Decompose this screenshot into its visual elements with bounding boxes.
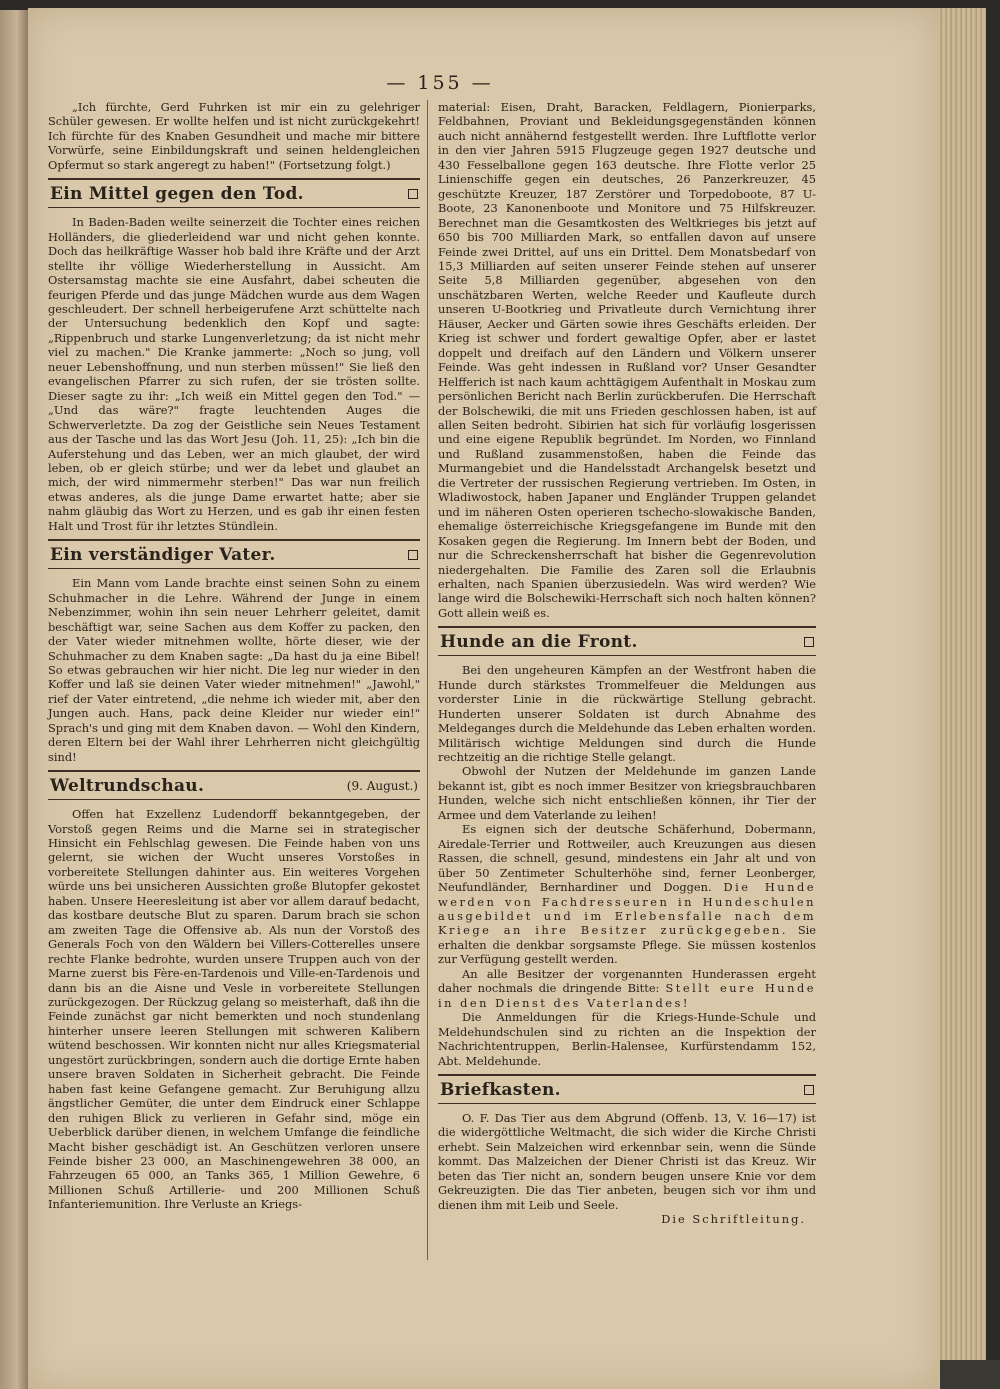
- letter-answer: O. F. Das Tier aus dem Abgrund (Offenb. 13, V. 16—17) ist die widergöttliche Weltmacht, die sich wider die Kirche Christi erhebt. Sein Malzeichen wird erkennbar sein, wenn die Sünde kommt. Das Malzeichen der Diener Christi ist das Kreuz. Wir beten das Tier nicht an, sondern beugen unsere Knie vor dem Gekreuzigten. Die das Tier anbeten, beugen sich vor ihm und dienen ihm mit Leib und Seele.: [438, 1111, 816, 1212]
- article-body: Offen hat Exzellenz Ludendorff bekanntgegeben, der Vorstoß gegen Reims und die Marne sei in strategischer Hinsicht ein Fehlschlag gewesen. Die Feinde haben von uns gelernt, sie wichen der Wucht unseres Vorstoßes in vorbereitete Stellungen dahinter aus. Ein weiteres Vorgehen würde uns bei unsicheren Aussichten große Blutopfer gekostet haben. Unsere Heeresleitung ist aber vor allem darauf bedacht, das kostbare deutsche Blut zu sparen. Darum brach sie schon am zweiten Tage die Offensive ab. Als nun der Vorstoß des Generals Foch von den Wäldern bei Villers-Cotterelles unsere rechte Flanke bedrohte, wurden unsere Truppen auch von der Marne zuerst bis Fère-en-Tardenois und Ville-en-Tardenois und dann bis an die Aisne und Vesle in vorbereitete Stellungen zurückgezogen. Der Rückzug gelang so meisterhaft, daß ihn die Feinde zunächst gar nicht bemerkten und noch stundenlang hinterher unsere leeren Stellungen mit schweren Kalibern wütend beschossen. Wir konnten nicht nur alles Kriegsmaterial ungestört zurückbringen, sondern auch die dortige Ernte haben unsere braven Soldaten in Sicherheit gebracht. Die Feinde haben fast keine Gefangene gemacht. Zur Beruhigung allzu ängstlicher Gemüter, die unter dem Eindruck einer Schlappe den ruhigen Blick zu verlieren in Gefahr sind, möge ein Ueberblick darüber dienen, in welchem Umfange die feindliche Macht bisher geschädigt ist. An Geschützen verloren unsere Feinde bisher 23 000, an Maschinengewehren 38 000, an Fahrzeugen 65 000, an Tanks 365, 1 Million Gewehre, 6 Millionen Schuß Artillerie- und 200 Millionen Schuß Infanteriemunition. Ihre Verluste an Kriegs-: [48, 807, 420, 1212]
- article-body: In Baden-Baden weilte seinerzeit die Tochter eines reichen Holländers, die gliederleidend war und nicht gehen konnte. Doch das heilkräftige Wasser hob bald ihre Kräfte und der Arzt stellte ihr völlige Wiederherstellung in Aussicht. Am Ostersamstag machte sie eine Ausfahrt, dabei scheuten die feurigen Pferde und das junge Mädchen wurde aus dem Wagen geschleudert. Der schnell herbeigerufene Arzt schüttelte nach der Untersuchung bedenklich den Kopf und sagte: „Rippenbruch und starke Lungenverletzung; da ist nicht mehr viel zu machen." Die Kranke jammerte: „Noch so jung, voll neuer Lebenshoffnung, und nun sterben müssen!" Sie ließ den evangelischen Pfarrer zu sich rufen, der sie trösten sollte. Dieser sagte zu ihr: „Ich weiß ein Mittel gegen den Tod." — „Und das wäre?" fragte leuchtenden Auges die Schwerverletzte. Da zog der Geistliche sein Neues Testament aus der Tasche und las das Wort Jesu (Joh. 11, 25): „Ich bin die Auferstehung und das Leben, wer an mich glaubet, der wird leben, ob er gleich stürbe; und wer da lebet und glaubet an mich, der wird nimmermehr sterben!" Das war nun freilich etwas anderes, als die junge Dame erwartet hatte; aber sie nahm gläubig das Wort zu Herzen, und es gab ihr einen festen Halt und Trost für ihr letztes Stündlein.: [48, 215, 420, 533]
- article-date: (9. August.): [346, 779, 418, 794]
- article-heading: [438, 626, 816, 656]
- previous-page-edge: [0, 10, 28, 1389]
- square-ornament-icon: [804, 1085, 814, 1095]
- story-continuation: „Ich fürchte, Gerd Fuhrken ist mir ein zu gelehriger Schüler gewesen. Er wollte helfen und ist nicht zurückgekehrt! Ich fürchte für des Knaben Gesundheit und mache mir bittere Vorwürfe, seine Einbildungskraft und seinen heldengleichen Opfermut so stark angeregt zu haben!" (Fortsetzung folgt.): [48, 100, 420, 172]
- article-paragraph: [438, 967, 816, 1010]
- article-title: Weltrundschau.: [50, 776, 205, 797]
- paragraph-text: Es eignen sich der deutsche Schäferhund, Dobermann, Airedale-Terrier und Rottweiler, auch Kreuzungen aus diesen Rassen, die schnell, gesund, mindestens ein Jahr alt und von über 50 Zentimeter Schulterhöhe sind, ferner Leonberger, Neufundländer, Bernhardiner und Doggen.: [438, 822, 816, 895]
- article-title: Ein verständiger Vater.: [50, 545, 276, 566]
- article-paragraph: Bei den ungeheuren Kämpfen an der Westfront haben die Hunde durch stärkstes Trommelfeuer die Meldungen aus vorderster Linie in die rückwärtige Stellung gebracht. Hunderten unserer Soldaten ist durch Abnahme des Meldeganges durch die Meldehunde das Leben erhalten worden. Militärisch wichtige Meldungen sind durch die Hunde rechtzeitig an die richtige Stelle gelangt.: [438, 663, 816, 765]
- article-heading: [48, 770, 420, 800]
- column-divider: [427, 100, 428, 1260]
- article-paragraph: Obwohl der Nutzen der Meldehunde im ganzen Lande bekannt ist, gibt es noch immer Besitzer von kriegsbrauchbaren Hunden, welche sich nicht entschließen können, ihr Tier der Armee und dem Vaterlande zu leihen!: [438, 764, 816, 822]
- article-heading: [48, 539, 420, 569]
- article-body: Ein Mann vom Lande brachte einst seinen Sohn zu einem Schuhmacher in die Lehre. Während der Junge in einem Nebenzimmer, wohin ihn sein neuer Lehrherr geleitet, damit beschäftigt war, seine Sachen aus dem Koffer zu packen, den der Vater wieder mitnehmen wollte, hörte dieser, wie der Schuhmacher zu dem Knaben sagte: „Da hast du ja eine Bibel! So etwas gebrauchen wir hier nicht. Die leg nur wieder in den Koffer und laß sie deinen Vater wieder mitnehmen!" „Jawohl," rief der Vater eintretend, „die nehme ich wieder mit, aber den Jungen auch. Hans, pack deine Kleider nur wieder ein!" Sprach's und ging mit dem Knaben davon. — Wohl den Kindern, deren Eltern bei der Wahl ihrer Lehrherren nicht gleichgültig sind!: [48, 576, 420, 764]
- article-heading: [438, 1074, 816, 1104]
- paragraph-text: Sie erhalten die denkbar sorgsamste Pflege. Sie müssen kostenlos zur Verfügung gestellt werden.: [438, 923, 817, 967]
- article-title: Briefkasten.: [440, 1080, 561, 1100]
- right-column: [438, 100, 816, 1226]
- square-ornament-icon: [408, 550, 418, 560]
- article-title: Ein Mittel gegen den Tod.: [50, 184, 304, 205]
- page-number: — 155 —: [386, 72, 494, 94]
- signature: Die Schriftleitung.: [661, 1212, 806, 1227]
- background-corner: [940, 1360, 1000, 1389]
- page-stack-edge: [938, 8, 986, 1389]
- square-ornament-icon: [408, 189, 418, 199]
- spaced-emphasis: Stellt eure Hunde in den Dienst des Vaterlandes!: [438, 981, 817, 1010]
- article-heading: [48, 178, 420, 208]
- spaced-emphasis: Die Hunde werden von Fachdresseuren in Hundeschulen ausgebildet und im Erlebensfalle nach dem Kriege an ihre Besitzer zurückgegeben.: [438, 880, 817, 938]
- square-ornament-icon: [804, 637, 814, 647]
- article-continuation: material: Eisen, Draht, Baracken, Feldlagern, Pionierparks, Feldbahnen, Proviant und Bekleidungsgegenständen können auch nicht annähernd festgestellt werden. Ihre Luftflotte verlor in den vier Jahren 5915 Flugzeuge gegen 1927 deutsche und 430 Fesselballone gegen 163 deutsche. Ihre Flotte verlor 25 Linienschiffe gegen ein deutsches, 26 Panzerkreuzer, 45 geschützte Kreuzer, 187 Zerstörer und Torpedoboote, 87 U-Boote, 23 Kanonenboote und Monitore und 75 Hilfskreuzer. Berechnet man die Gesamtkosten des Weltkrieges bis jetzt auf 650 bis 700 Milliarden Mark, so entfallen davon auf unsere Feinde zwei Drittel, auf uns ein Drittel. Dem Monatsbedarf von 15,3 Milliarden auf seiten unserer Feinde stehen auf unserer Seite 5,8 Milliarden gegenüber, abgesehen von den unschätzbaren Werten, welche Reeder und Kaufleute durch unseren U-Bootkrieg und Privatleute durch Vernichtung ihrer Häuser, Aecker und Gärten sowie ihres Geschäfts erleiden. Der Krieg ist schwer und fordert gewaltige Opfer, aber er lastet doppelt und dreifach auf den Ländern und Völkern unserer Feinde. Was geht indessen in Rußland vor? Unser Gesandter Helfferich ist nach kaum achttägigem Aufenthalt in Moskau zum persönlichen Bericht nach Berlin zurückberufen. Die Herrschaft der Bolschewiki, die mit uns Frieden geschlossen haben, ist auf allen Seiten bedroht. Sibirien hat sich für vorläufig losgerissen und eine eigene Republik begründet. Im Norden, wo Finnland und Rußland zusammenstoßen, haben die Feinde das Murmangebiet und die Handelsstadt Archangelsk besetzt und die Vertreter der russischen Regierung vertrieben. Im Osten, in Wladiwostock, haben Japaner und Engländer Truppen gelandet und im näheren Osten operieren tschecho-slowakische Banden, ehemalige österreichische Kriegsgefangene im Bunde mit den Kosaken gegen die Regierung. Im Innern bebt der Boden, und nur die Schreckensherrschaft hat bisher die Gegenrevolution niedergehalten. Die Familie des Zaren soll die Erlaubnis erhalten, nach Spanien überzusiedeln. Was wird werden? Wie lange wird die Bolschewiki-Herrschaft sich noch halten können? Gott allein weiß es.: [438, 100, 816, 620]
- left-column: [48, 100, 420, 1212]
- article-title: Hunde an die Front.: [440, 632, 638, 653]
- article-paragraph: [438, 822, 816, 967]
- paragraph-text: An alle Besitzer der vorgenannten Hunderassen ergeht daher nochmals die dringende Bitte:: [438, 966, 816, 996]
- article-paragraph: Die Anmeldungen für die Kriegs-Hunde-Schule und Meldehundschulen sind zu richten an die Inspektion der Nachrichtentruppen, Berlin-Halensee, Kurfürstendamm 152, Abt. Meldehunde.: [438, 1010, 816, 1068]
